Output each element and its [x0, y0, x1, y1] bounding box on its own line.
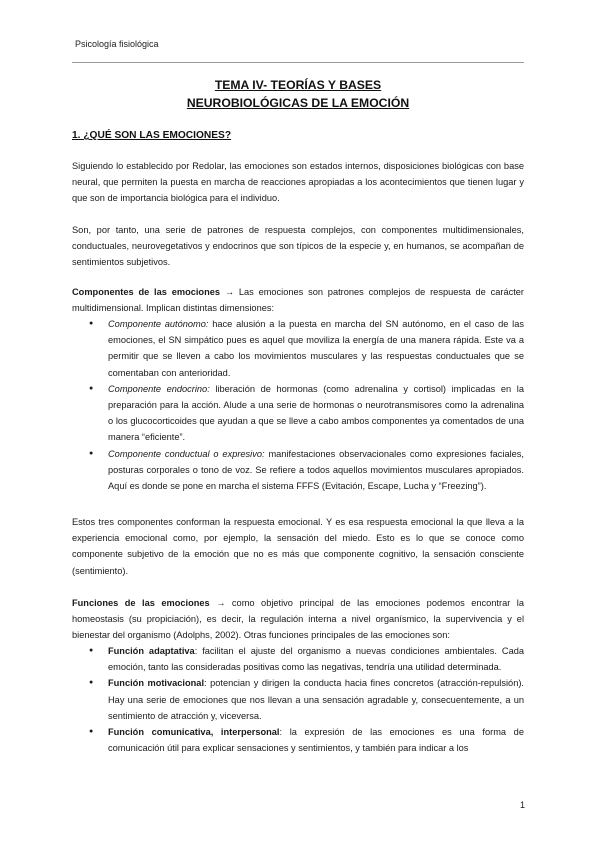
components-intro-text: → Las emociones son patrones complejos de respuesta de carácter multidimensional. Implican distintas dimensiones:: [72, 287, 525, 314]
list-item-label: Componente conductual o expresivo:: [108, 448, 265, 459]
paragraph-response-patterns: Son, por tanto, una serie de patrones de respuesta complejos, con componentes multidimensionales, conductuales, neurovegetativos y endocrinos que son típicos de la especie y, en humanos, se acompañan de sentimientos subjetivos.: [72, 225, 524, 268]
page-number: 1: [520, 800, 526, 810]
document-title-line-1: TEMA IV- TEORÍAS Y BASES: [214, 78, 382, 92]
bullet-icon: ●: [89, 384, 94, 392]
list-item-label: Componente endocrino:: [108, 383, 210, 394]
running-header: Psicología fisiológica: [75, 39, 159, 49]
functions-list: [72, 643, 524, 756]
header-divider: [72, 62, 524, 63]
paragraph-functions-intro: [72, 595, 524, 644]
bullet-icon: ●: [89, 728, 94, 736]
list-item-text: manifestaciones observacionales como expresiones faciales, posturas corporales o tono de voz. Se refiere a todos aquellos movimientos musculares apropiados. Aquí es donde se pone en marcha el sistema FFFS (Evitación, Escape, Lucha y “Freezing”).: [108, 448, 524, 492]
paragraph-definition: Siguiendo lo establecido por Redolar, las emociones son estados internos, disposiciones biológicas con base neural, que permiten la puesta en marcha de reacciones apropiadas a los acontecimientos que tienen lugar y que son de importancia biológica para el individuo.: [72, 161, 524, 204]
bullet-icon: ●: [89, 647, 94, 654]
list-item-label: Componente autónomo:: [108, 319, 209, 329]
list-item: [72, 446, 524, 495]
list-item: [72, 316, 524, 381]
bullet-icon: ●: [89, 320, 94, 327]
list-item: [72, 724, 524, 756]
list-item-text: : potencian y dirigen la conducta hacia fines concretos (atracción-repulsión). Hay una serie de emociones que nos llevan a una sensación agradable y, consecuentemente, a un sentimiento de atracción y, viceversa.: [108, 678, 524, 721]
list-item-label: Función comunicativa, interpersonal: [108, 727, 280, 738]
list-item-text: : facilitan el ajuste del organismo a nuevas condiciones ambientales. Cada emoción, tanto las consideradas positivas como las negativas, tendría una utilidad determinada.: [108, 646, 524, 673]
list-item-label: Función adaptativa: [108, 646, 195, 656]
list-item-label: Función motivacional: [108, 678, 205, 689]
section-heading: 1. ¿QUÉ SON LAS EMOCIONES?: [72, 130, 232, 141]
paragraph-components-intro: [72, 284, 524, 316]
functions-label: Funciones de las emociones: [72, 598, 210, 608]
list-item-text: hace alusión a la puesta en marcha del SN autónomo, en el caso de las emociones, el SN simpático pues es aquel que moviliza la energía de una manera rápida. Este va a permitir que se lleven a cabo los movimientos musculares y las respuestas conductuales que se comentaban con anterioridad.: [108, 319, 524, 378]
list-item: [72, 381, 524, 446]
functions-intro-text: → como objetivo principal de las emociones podemos encontrar la homeostasis (su propiciación), es decir, la regulación interna a nivel organísmico, la supervivencia y el bienestar del organismo (Adolphs, 2002). Otras funciones principales de las emociones son:: [72, 598, 524, 641]
list-item-text: liberación de hormonas (como adrenalina y cortisol) implicadas en la preparación para la acción. Alude a una serie de hormonas o neurotransmisores como la adrenalina o los glucocorticoides que ayudan a que se lleve a cabo ambos componentes ya comentados de una manera “eficiente”.: [108, 383, 524, 443]
bullet-icon: ●: [89, 679, 94, 687]
bullet-icon: ●: [89, 449, 94, 457]
list-item: [72, 643, 524, 675]
list-item-text: : la expresión de las emociones es una forma de comunicación útil para explicar sensaciones y sentimientos, y también para indicar a los: [108, 727, 524, 754]
document-title-line-2: NEUROBIOLÓGICAS DE LA EMOCIÓN: [186, 96, 410, 110]
paragraph-emotional-response: Estos tres componentes conforman la respuesta emocional. Y es esa respuesta emocional la que lleva a la experiencia emocional como, por ejemplo, la sensación del miedo. Esto es lo que se conoce como componente subjetivo de la emoción que no es más que componente cognitivo, la sensación consciente (sentimiento).: [72, 517, 524, 576]
components-label: Componentes de las emociones: [72, 287, 221, 297]
list-item: [72, 675, 524, 724]
components-list: [72, 316, 524, 494]
